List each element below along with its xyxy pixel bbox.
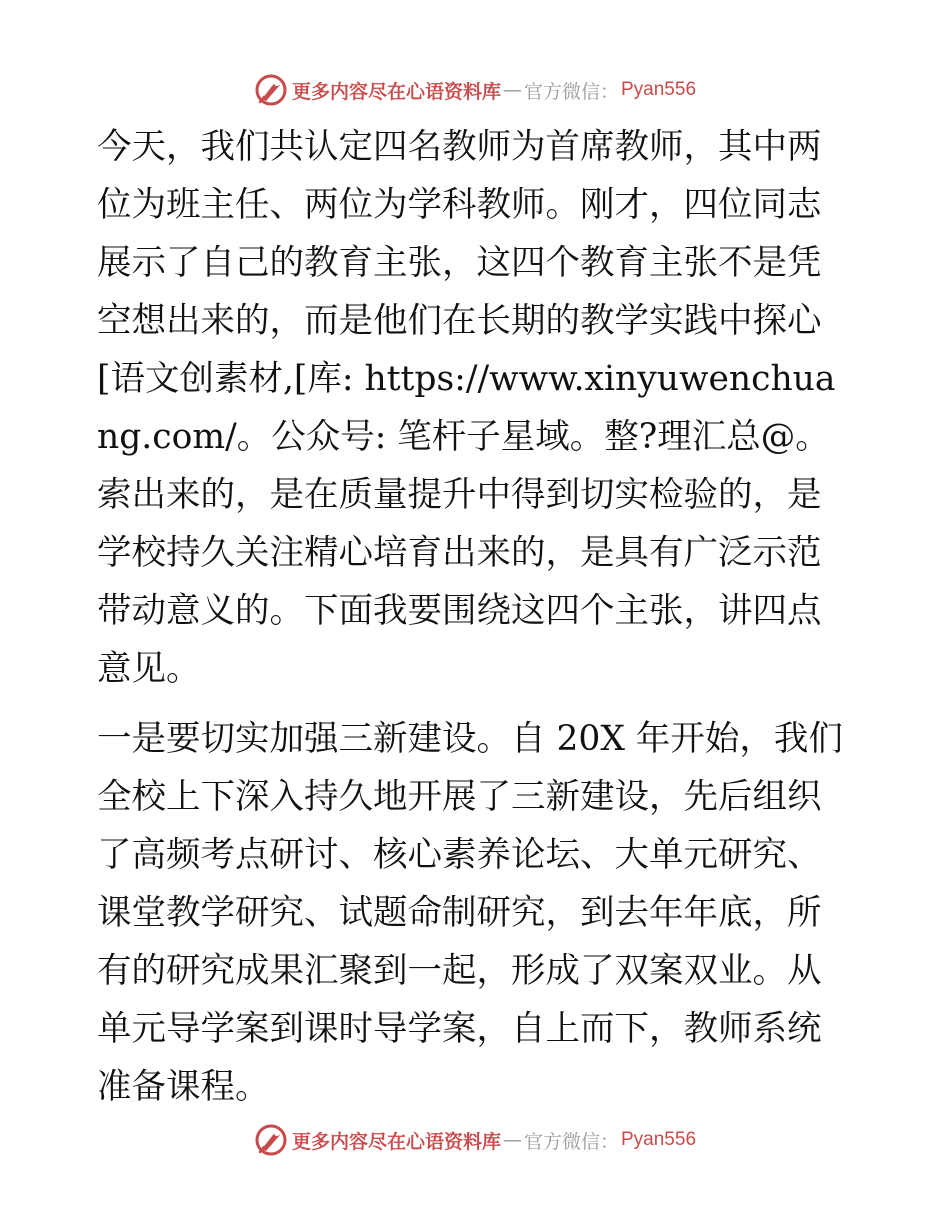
banner-brand-text: 更多内容尽在心语资料库 xyxy=(291,1130,501,1153)
document-body xyxy=(97,118,852,1116)
footer-banner xyxy=(0,1120,950,1160)
banner-dash: — xyxy=(502,1129,522,1151)
paragraph-1: 今天，我们共认定四名教师为首席教师，其中两位为班主任、两位为学科教师。刚才，四位同志展示了自己的教育主张，这四个教育主张不是凭空想出来的，而是他们在长期的教学实践中探心[语文创素材,[库: https://www.xinyuwenchuang.com/。公众号: 笔杆子星域。整?理汇总@。索出来的，是在质量提升中得到切实检验的，是学校持久关注精心培育出来的，是具有广泛示范带动意义的。下面我要围绕这四个主张，讲四点意见。 xyxy=(97,127,836,689)
banner-wechat-id: Pyan556 xyxy=(621,79,697,100)
header-banner xyxy=(0,70,950,110)
paragraph-2: 一是要切实加强三新建设。自 20X 年开始，我们全校上下深入持久地开展了三新建设，先后组织了高频考点研讨、核心素养论坛、大单元研究、课堂教学研究、试题命制研究，到去年年底，所有的研究成果汇聚到一起，形成了双案双业。从单元导学案到课时导学案，自上而下，教师系统准备课程。 xyxy=(97,719,843,1107)
quill-pen-logo-icon xyxy=(254,1123,288,1157)
banner-wechat-label: 官方微信： xyxy=(523,1130,619,1153)
banner-wechat-label: 官方微信： xyxy=(523,80,619,103)
banner-wechat-id: Pyan556 xyxy=(621,1129,697,1150)
banner-dash: — xyxy=(502,79,522,101)
banner-brand-text: 更多内容尽在心语资料库 xyxy=(291,80,501,103)
quill-pen-logo-icon xyxy=(254,73,288,107)
